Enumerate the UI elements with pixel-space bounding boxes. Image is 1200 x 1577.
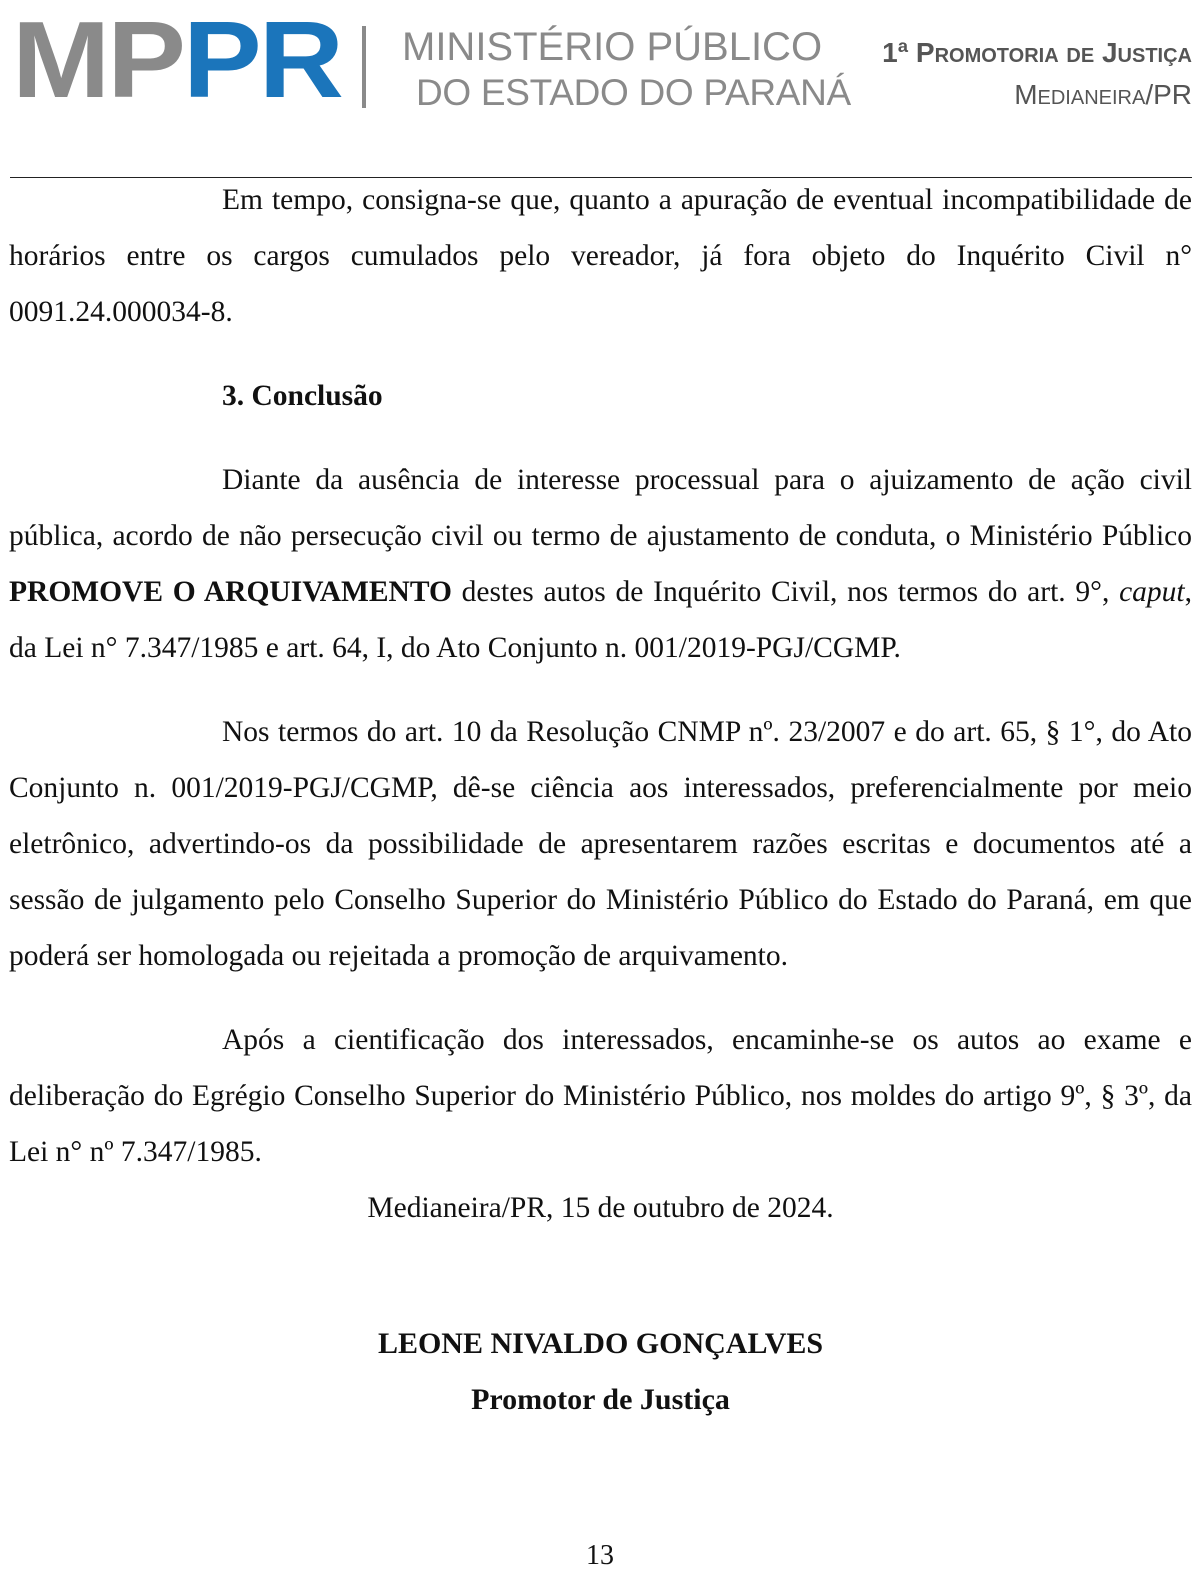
institution-name-line1: MINISTÉRIO PÚBLICO (402, 25, 823, 69)
mppr-logo (12, 0, 341, 122)
office-name: 1ª Promotoria de Justiça (882, 37, 1192, 68)
caput-term: caput (1119, 576, 1185, 608)
page-number: 13 (586, 1540, 614, 1571)
section-heading-conclusion: 3. Conclusão (222, 380, 383, 412)
document-body (9, 172, 1192, 1428)
logo-mp-text: MP (12, 0, 183, 122)
institution-name-line2: DO ESTADO DO PARANÁ (416, 72, 851, 113)
paragraph-archiving (9, 452, 1192, 676)
institution-name (402, 24, 851, 116)
paragraph-notification: Nos termos do art. 10 da Resolução CNMP nº. 23/2007 e do art. 65, § 1°, do Ato Conjunto n. 001/2019-PGJ/CGMP, dê-se ciência aos interessados, preferencialmente por meio eletrônico, advertindo-os da possibilidade de apresentarem razões escritas e documentos até a sessão de julgamento pelo Conselho Superior do Ministério Público do Estado do Paraná, em que poderá ser homologada ou rejeitada a promoção de arquivamento. (9, 716, 1192, 972)
paragraph-archiving-part2: destes autos de Inquérito Civil, nos termos do art. 9°, (451, 576, 1120, 608)
signatory-role: Promotor de Justiça (471, 1383, 730, 1416)
office-info (882, 32, 1192, 116)
logo-divider (362, 26, 366, 108)
signatory-name: LEONE NIVALDO GONÇALVES (377, 1327, 824, 1360)
paragraph-archiving-part3: , da Lei n° 7.347/1985 e art. 64, I, do Ato Conjunto n. 001/2019-PGJ/CGMP. (9, 576, 1192, 664)
paragraph-referral: Após a cientificação dos interessados, encaminhe-se os autos ao exame e deliberação do Egrégio Conselho Superior do Ministério Público, nos moldes do artigo 9º, § 3º, da Lei n° nº 7.347/1985. (9, 1024, 1192, 1168)
office-city: Medianeira/PR (1014, 79, 1192, 110)
letterhead (0, 0, 1200, 180)
paragraph-incompatibility: Em tempo, consigna-se que, quanto a apuração de eventual incompatibilidade de horários entre os cargos cumulados pelo vereador, já fora objeto do Inquérito Civil n° 0091.24.000034-8. (9, 184, 1192, 328)
date-line: Medianeira/PR, 15 de outubro de 2024. (367, 1192, 834, 1224)
archiving-emphasis: PROMOVE O ARQUIVAMENTO (9, 576, 452, 608)
logo-pr-text: PR (183, 0, 341, 122)
paragraph-archiving-part1: Diante da ausência de interesse processual para o ajuizamento de ação civil pública, acordo de não persecução civil ou termo de ajustamento de conduta, o Ministério Público (9, 464, 1192, 552)
